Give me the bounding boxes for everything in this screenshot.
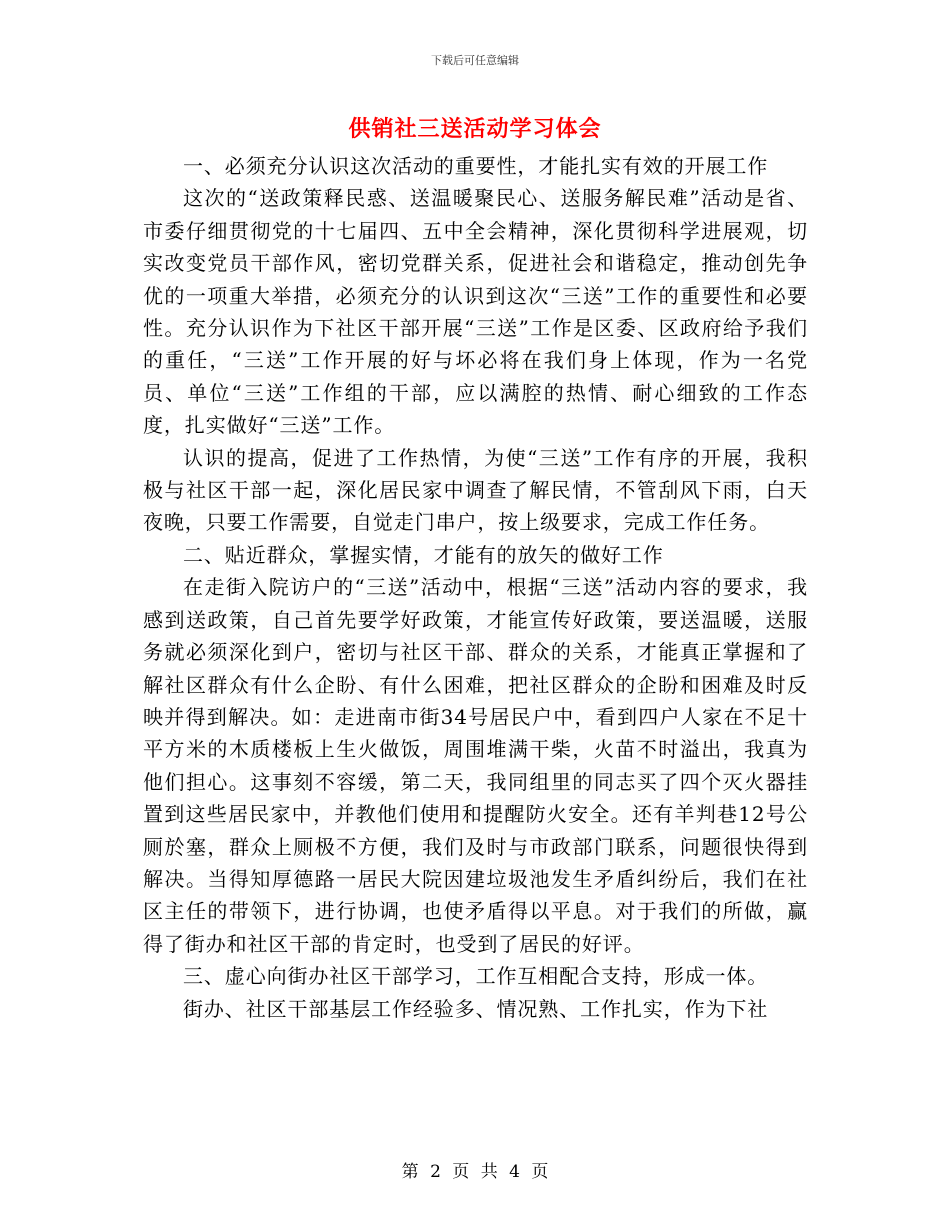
document-body: [143, 150, 808, 1025]
footer-suffix: 页: [531, 1162, 549, 1182]
paragraph: 在走街入院访户的“三送”活动中，根据“三送”活动内容的要求，我感到送政策，自己首先要学好政策，才能宣传好政策，要送温暖，送服务就必须深化到户，密切与社区干部、群众的关系，才能真正掌握和了解社区群众有什么企盼、有什么困难，把社区群众的企盼和困难及时反映并得到解决。如：走进南市街34号居民户中，看到四户人家在不足十平方米的木质楼板上生火做饭，周围堆满干柴，火苗不时溢出，我真为他们担心。这事刻不容缓，第二天，我同组里的同志买了四个灭火器挂置到这些居民家中，并教他们使用和提醒防火安全。还有羊判巷12号公厕於塞，群众上厕极不方便，我们及时与市政部门联系，问题很快得到解决。当得知厚德路一居民大院因建垃圾池发生矛盾纠纷后，我们在社区主任的带领下，进行协调，也使矛盾得以平息。对于我们的所做，赢得了街办和社区干部的肯定时，也受到了居民的好评。: [143, 575, 808, 956]
header-note: 下载后可任意编辑: [431, 54, 519, 67]
footer-total-pages: 4: [509, 1162, 520, 1182]
footer-page-word: 页: [452, 1162, 470, 1182]
footer-current-page: 2: [430, 1162, 441, 1182]
paragraph: 这次的“送政策释民惑、送温暖聚民心、送服务解民难”活动是省、市委仔细贯彻党的十七届四、五中全会精神，深化贯彻科学进展观，切实改变党员干部作风，密切党群关系，促进社会和谐稳定，推动创先争优的一项重大举措，必须充分的认识到这次“三送”工作的重要性和必要性。充分认识作为下社区干部开展“三送”工作是区委、区政府给予我们的重任，“三送”工作开展的好与坏必将在我们身上体现，作为一名党员、单位“三送”工作组的干部，应以满腔的热情、耐心细致的工作态度，扎实做好“三送”工作。: [143, 186, 808, 438]
footer-total-word: 共: [480, 1162, 498, 1182]
section-heading-3: 三、虚心向街办社区干部学习，工作互相配合支持，形成一体。: [183, 964, 769, 989]
paragraph: 街办、社区干部基层工作经验多、情况熟、工作扎实，作为下社: [183, 996, 769, 1021]
section-heading-1: 一、必须充分认识这次活动的重要性，才能扎实有效的开展工作: [183, 154, 769, 178]
section-heading-2: 二、贴近群众，掌握实情，才能有的放矢的做好工作: [183, 542, 664, 567]
paragraph: 认识的提高，促进了工作热情，为使“三送”工作有序的开展，我积极与社区干部一起，深化居民家中调查了解民情，不管刮风下雨，白天夜晚，只要工作需要，自觉走门串户，按上级要求，完成工作任务。: [143, 445, 808, 535]
page-title: 供销社三送活动学习体会: [348, 117, 602, 142]
page-footer: [0, 1157, 950, 1182]
footer-prefix: 第: [401, 1162, 419, 1182]
